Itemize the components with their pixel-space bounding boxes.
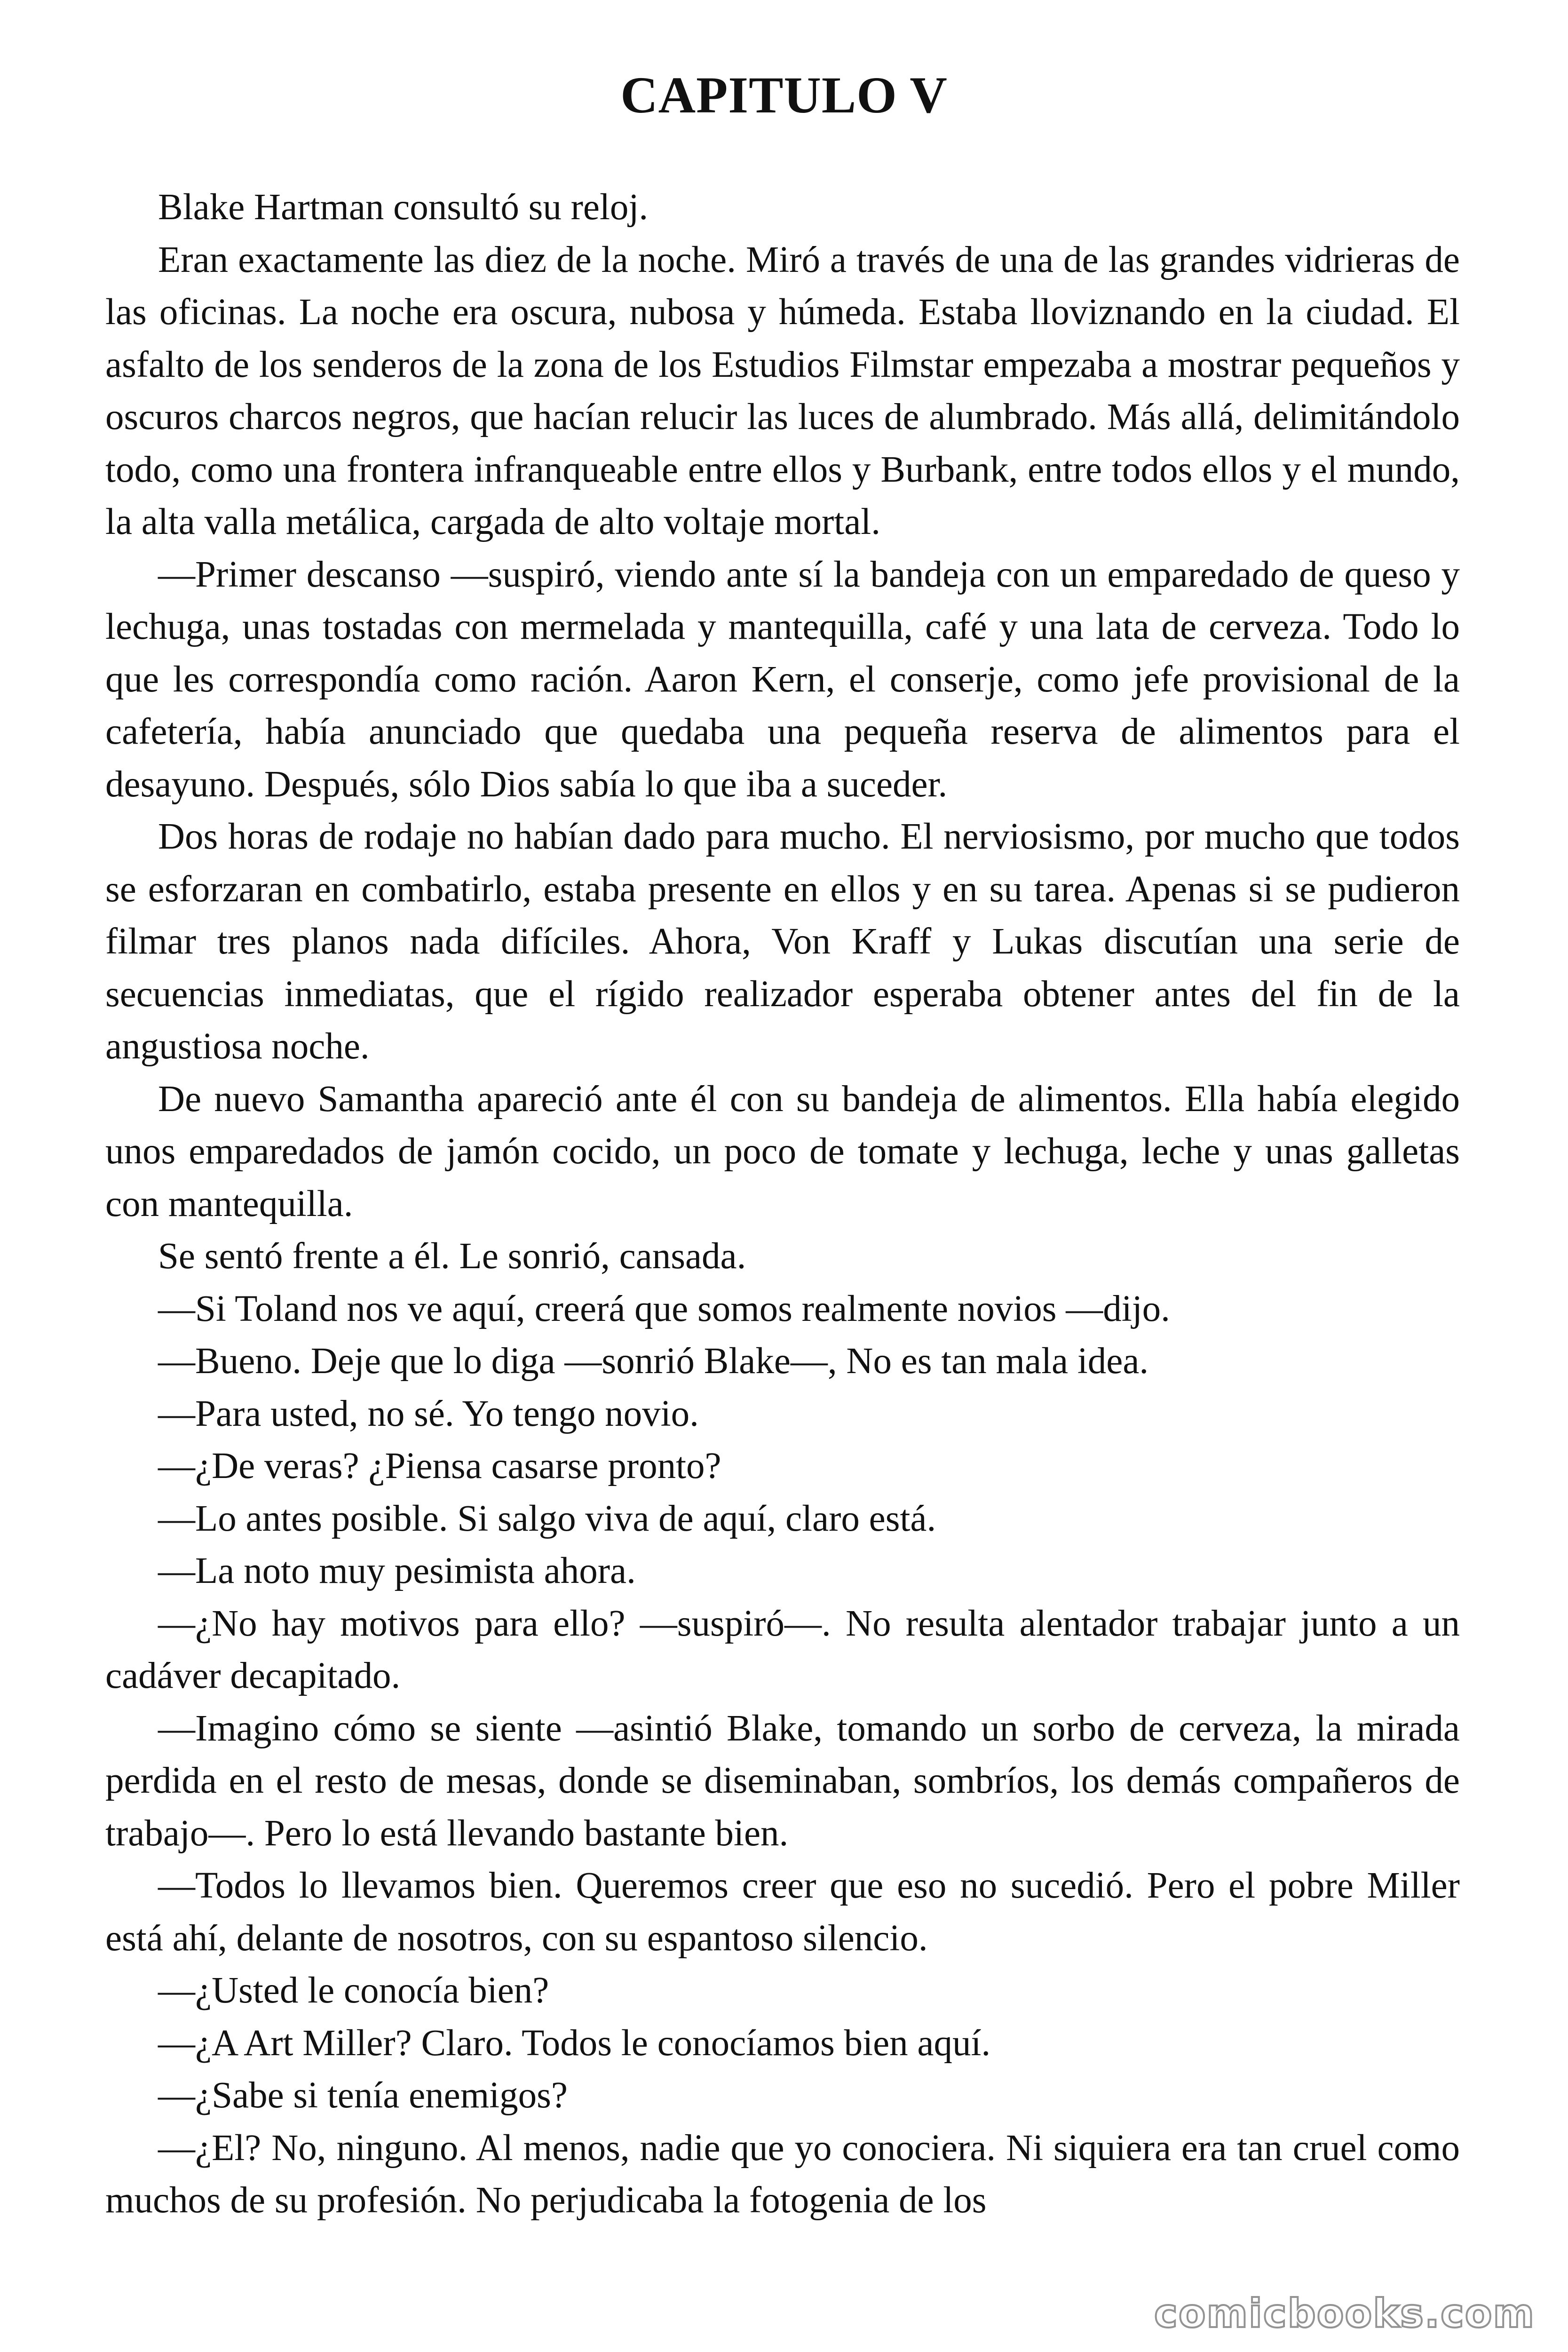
paragraph: Eran exactamente las diez de la noche. Miró a través de una de las grandes vidrieras de las oficinas. La noche era oscura, nubosa y húmeda. Estaba lloviznando en la ciudad. El asfalto de los senderos de la zona de los Estudios Filmstar empezaba a mostrar pequeños y oscuros charcos negros, que hacían relucir las luces de alumbrado. Más allá, delimitándolo todo, como una frontera infranqueable entre ellos y Burbank, entre todos ellos y el mundo, la alta valla metálica, cargada de alto voltaje mortal.	[105, 239, 1460, 542]
dialogue-line: —¿No hay motivos para ello? —suspiró—. No resulta alentador trabajar junto a un cadáver decapitado.	[105, 1603, 1460, 1696]
dialogue-line: —Para usted, no sé. Yo tengo novio.	[158, 1393, 699, 1434]
paragraph: De nuevo Samantha apareció ante él con su bandeja de alimentos. Ella había elegido unos emparedados de jamón cocido, un poco de tomate y lechuga, leche y unas galletas con mantequilla.	[105, 1078, 1460, 1224]
dialogue-line: —Lo antes posible. Si salgo viva de aquí, claro está.	[158, 1498, 936, 1539]
dialogue-line: —¿De veras? ¿Piensa casarse pronto?	[158, 1446, 721, 1486]
site-watermark: comicbooks.com	[1154, 2290, 1535, 2336]
paragraph: Dos horas de rodaje no habían dado para mucho. El nerviosismo, por mucho que todos se esforzaran en combatirlo, estaba presente en ellos y en su tarea. Apenas si se pudieron filmar tres planos nada difíciles. Ahora, Von Kraff y Lukas discutían una serie de secuencias inmediatas, que el rígido realizador esperaba obtener antes del fin de la angustiosa noche.	[105, 816, 1460, 1067]
paragraph: Se sentó frente a él. Le sonrió, cansada.	[158, 1236, 746, 1277]
dialogue-line: —Si Toland nos ve aquí, creerá que somos realmente novios —dijo.	[158, 1288, 1170, 1329]
dialogue-line: —¿A Art Miller? Claro. Todos le conocíamos bien aquí.	[158, 2022, 991, 2064]
paragraph: Blake Hartman consultó su reloj.	[158, 187, 649, 228]
dialogue-line: —¿El? No, ninguno. Al menos, nadie que yo conociera. Ni siquiera era tan cruel como muchos de su profesión. No perjudicaba la fotogenia de los	[105, 2127, 1460, 2221]
dialogue-line: —Bueno. Deje que lo diga —sonrió Blake—, No es tan mala idea.	[158, 1341, 1149, 1382]
dialogue-line: —La noto muy pesimista ahora.	[158, 1550, 636, 1591]
dialogue-line: —¿Usted le conocía bien?	[158, 1970, 549, 2011]
dialogue-line: —Imagino cómo se siente —asintió Blake, tomando un sorbo de cerveza, la mirada perdida en el resto de mesas, donde se diseminaban, sombríos, los demás compañeros de trabajo—. Pero lo está llevando bastante bien.	[105, 1708, 1460, 1854]
dialogue-line: —¿Sabe si tenía enemigos?	[158, 2075, 568, 2116]
chapter-title: CAPITULO V	[620, 66, 948, 124]
chapter-body	[105, 181, 1460, 2227]
paragraph: —Primer descanso —suspiró, viendo ante sí la bandeja con un emparedado de queso y lechuga, unas tostadas con mermelada y mantequilla, café y una lata de cerveza. Todo lo que les correspondía como ración. Aaron Kern, el conserje, como jefe provisional de la cafetería, había anunciado que quedaba una pequeña reserva de alimentos para el desayuno. Después, sólo Dios sabía lo que iba a suceder.	[105, 554, 1460, 805]
dialogue-line: —Todos lo llevamos bien. Queremos creer que eso no sucedió. Pero el pobre Miller está ahí, delante de nosotros, con su espantoso silencio.	[105, 1865, 1460, 1959]
